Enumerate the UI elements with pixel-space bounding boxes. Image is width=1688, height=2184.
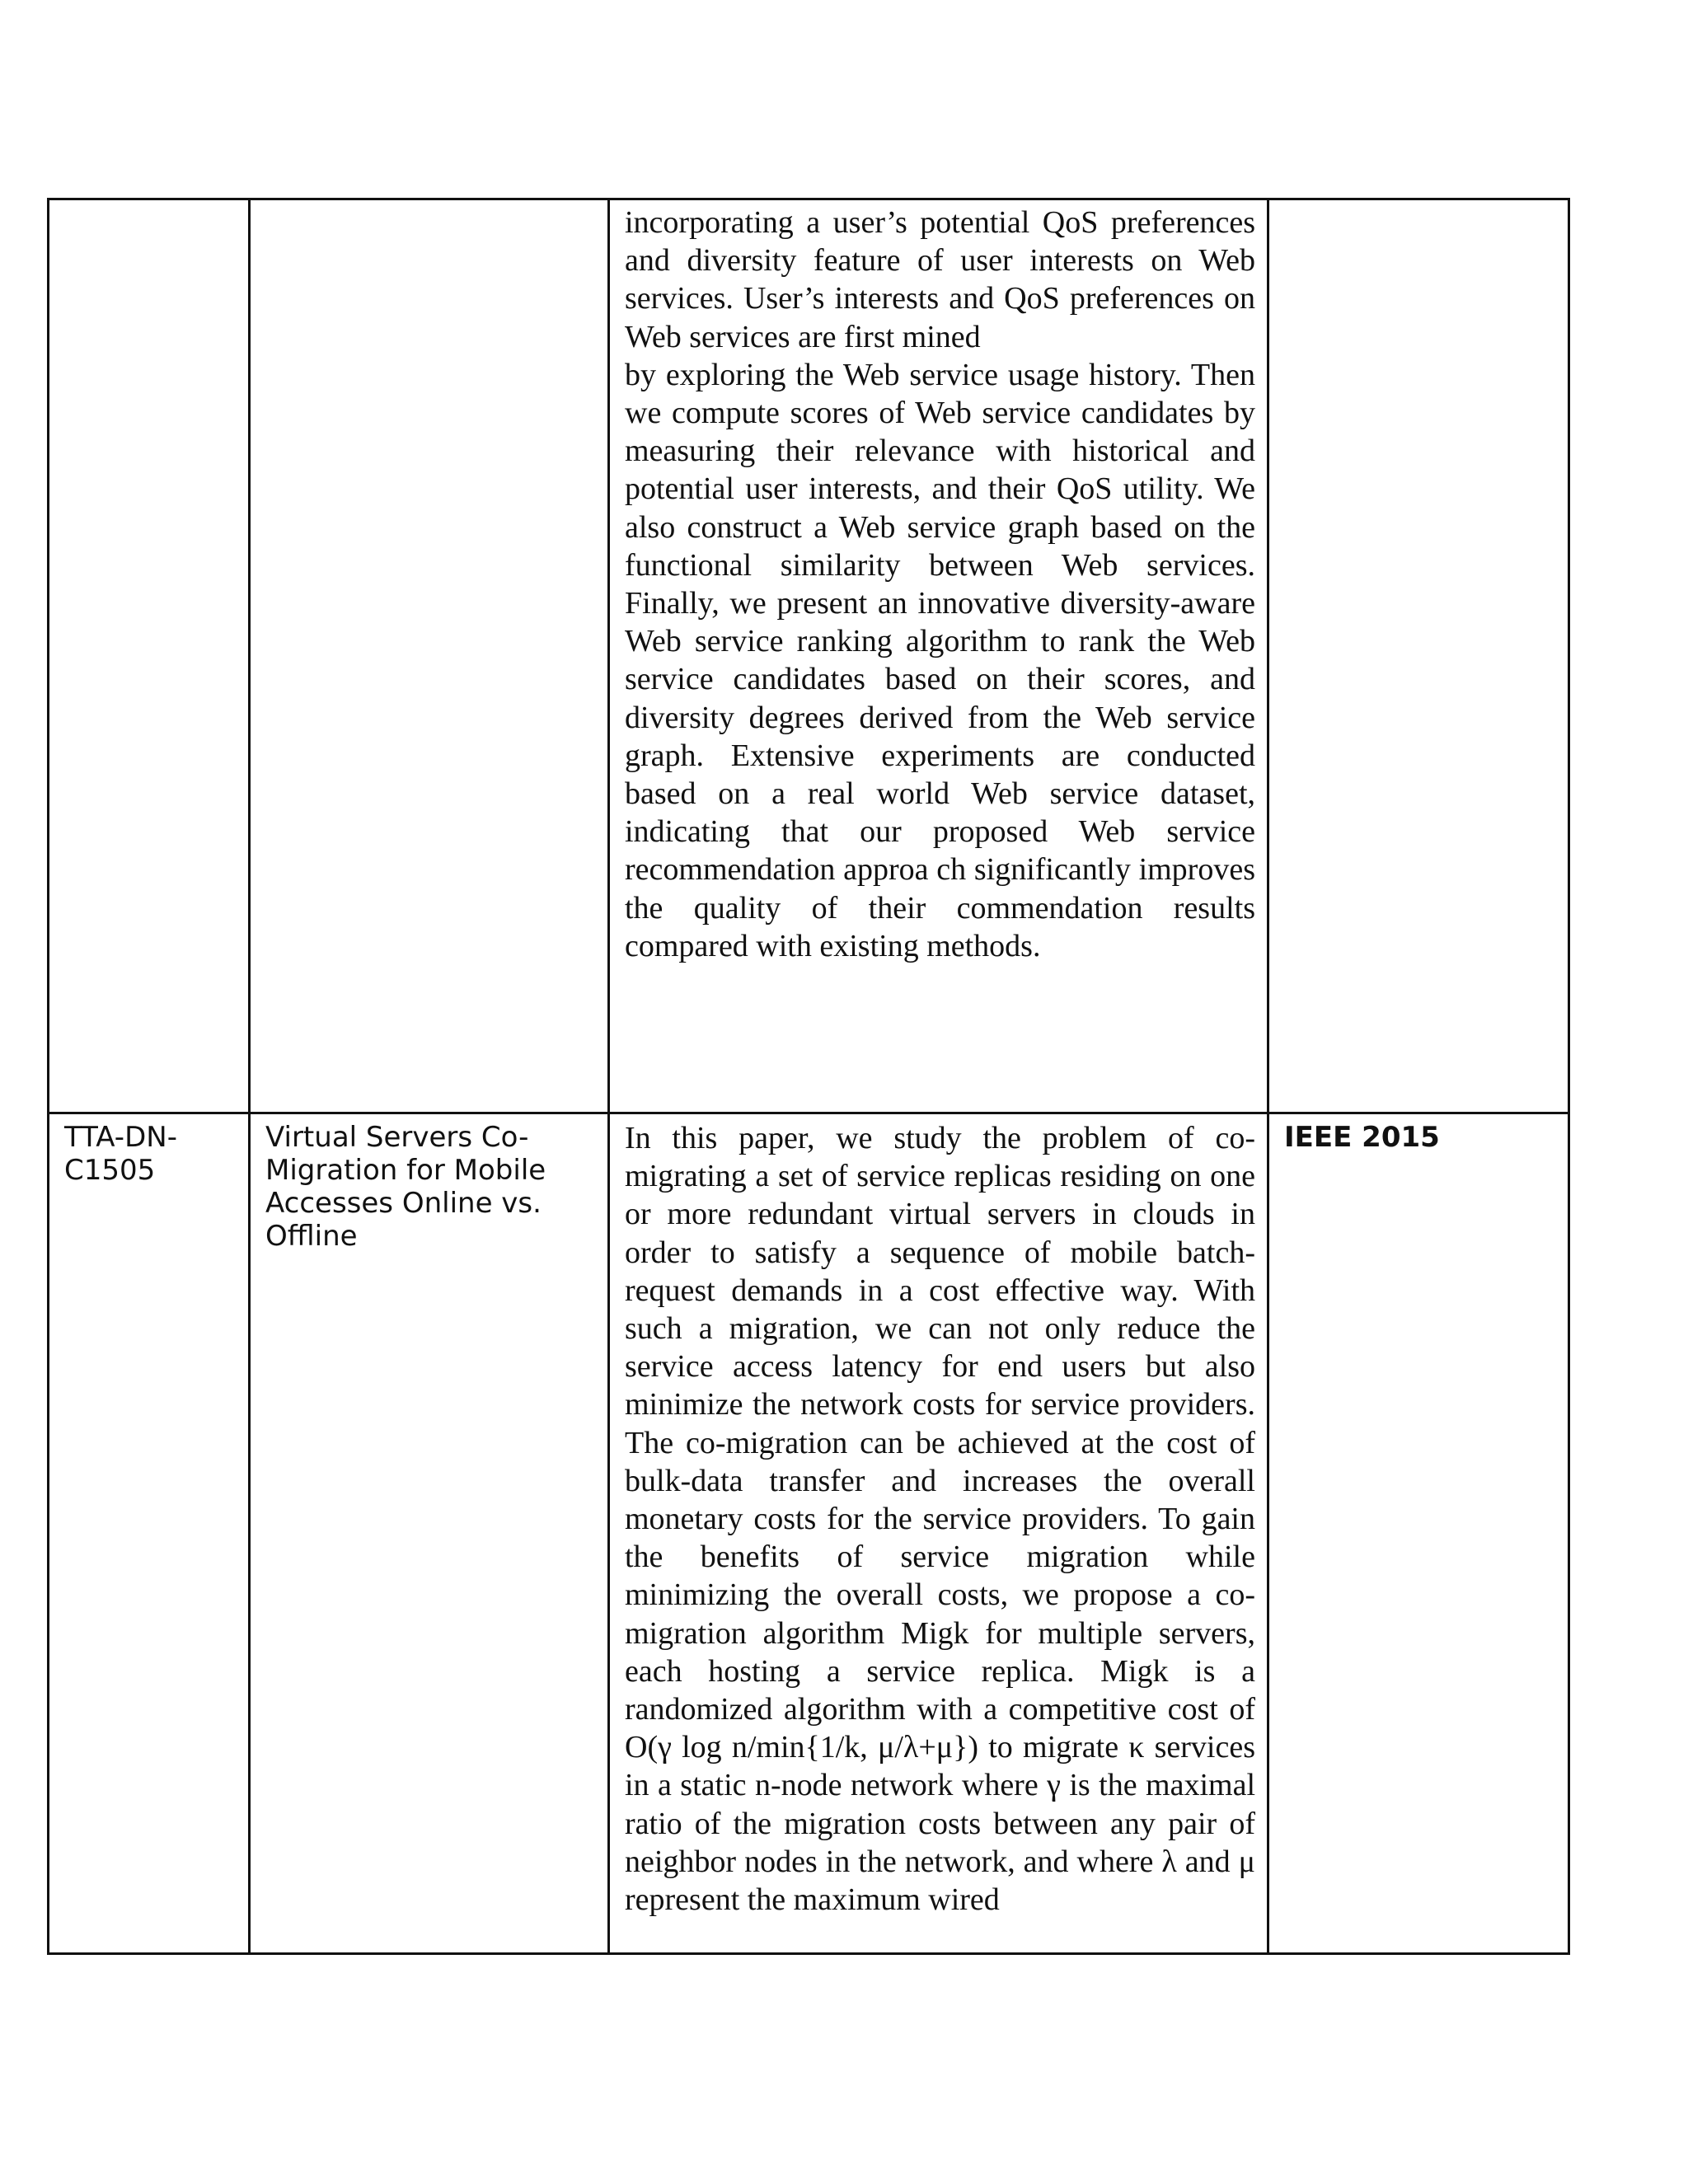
project-title-cell [250, 199, 609, 1113]
abstract-paragraph: incorporating a user’s potential QoS preferences and diversity feature of user interests on Web services. User’s interests and QoS preferences on Web services are first mined [625, 205, 1255, 354]
abstract-text [610, 200, 1267, 965]
table-row [49, 1113, 1569, 1954]
abstract-paragraph: by exploring the Web service usage history. Then we compute scores of Web service candidates by measuring their relevance with historical and potential user interests, and their QoS utility. We also construct a Web service graph based on the functional similarity between Web services. Finally, we present an innovative diversity-aware Web service ranking algorithm to rank the Web service candidates based on their scores, and diversity degrees derived from the Web service graph. Extensive experiments are conducted based on a real world Web service dataset, indicating that our proposed Web service recommendation approa ch significantly improves the quality of their commendation results compared with existing methods. [625, 357, 1255, 963]
abstract-paragraph: In this paper, we study the problem of co-migrating a set of service replicas residing on one or more redundant virtual servers in clouds in order to satisfy a sequence of mobile batch-request demands in a cost effective way. With such a migration, we can not only reduce the service access latency for end users but also minimize the network costs for service providers. The co-migration can be achieved at the cost of bulk-data transfer and increases the overall monetary costs for the service providers. To gain the benefits of service migration while minimizing the overall costs, we propose a co-migration algorithm Migk for multiple servers, each hosting a service replica. Migk is a randomized algorithm with a competitive cost of O(γ log n/min{1/k, μ/λ+μ}) to migrate κ services in a static n-node network where γ is the maximal ratio of the migration costs between any pair of neighbor nodes in the network, and where λ and μ represent the maximum wired [625, 1121, 1255, 1918]
project-id [49, 200, 248, 207]
project-id-cell [49, 1113, 250, 1954]
year-cell [1268, 1113, 1569, 1954]
publication-year: IEEE 2015 [1284, 1121, 1440, 1154]
abstract-text [610, 1114, 1267, 1919]
project-title [251, 200, 607, 207]
table-row [49, 199, 1569, 1113]
project-title: Virtual Servers Co-Migration for Mobile Accesses Online vs. Offline [265, 1121, 546, 1253]
project-id: TTA-DN-C1505 [64, 1121, 177, 1187]
abstract-cell [609, 199, 1268, 1113]
publication-year [1269, 200, 1568, 207]
project-title-cell [250, 1113, 609, 1954]
abstract-cell [609, 1113, 1268, 1954]
year-cell [1268, 199, 1569, 1113]
project-table [47, 198, 1570, 1955]
project-id-cell [49, 199, 250, 1113]
